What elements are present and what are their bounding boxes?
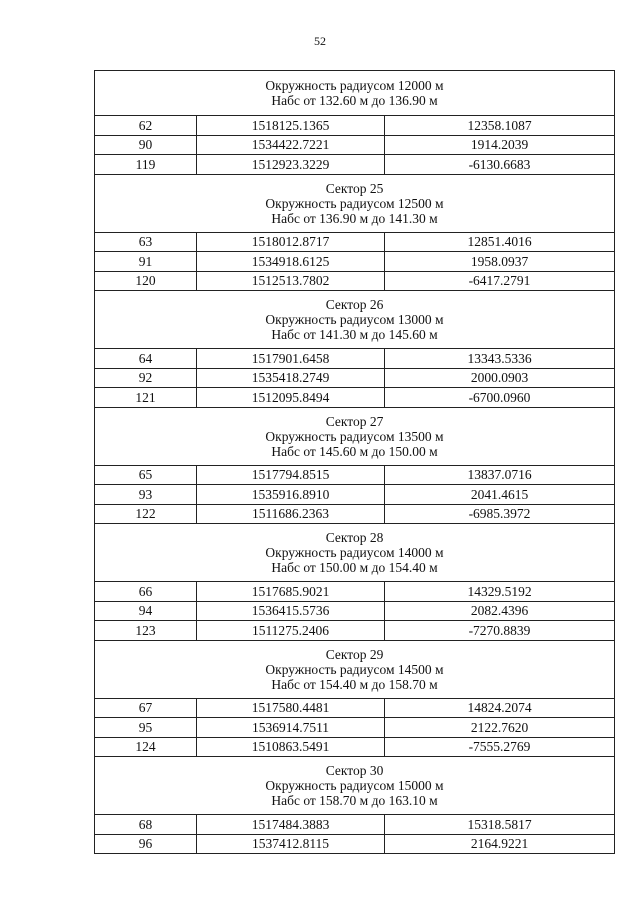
y-coordinate-cell: 1958.0937: [385, 252, 615, 272]
x-coordinate-cell: 1536415.5736: [197, 601, 385, 621]
table-row: [95, 815, 615, 835]
x-coordinate-cell: 1511275.2406: [197, 621, 385, 641]
point-number-cell: 93: [95, 485, 197, 505]
circle-radius-text: Окружность радиусом 14500 м: [265, 661, 444, 677]
page-number: 52: [314, 34, 326, 48]
table-row: [95, 349, 615, 369]
y-coordinate-cell: 14824.2074: [385, 698, 615, 718]
sector-header-row: [95, 640, 615, 698]
point-number-cell: 121: [95, 388, 197, 408]
height-range-text: Набс от 132.60 м до 136.90 м: [271, 93, 438, 108]
point-number-cell: 62: [95, 116, 197, 136]
table-row: [95, 135, 615, 155]
point-number-cell: 124: [95, 737, 197, 757]
x-coordinate-cell: 1517484.3883: [197, 815, 385, 835]
coordinates-table-body: [95, 71, 615, 854]
y-coordinate-cell: 12358.1087: [385, 116, 615, 136]
x-coordinate-cell: 1518125.1365: [197, 116, 385, 136]
point-number-cell: 119: [95, 155, 197, 175]
y-coordinate-cell: 14329.5192: [385, 582, 615, 602]
sector-header-row: [95, 524, 615, 582]
sector-header-cell: [95, 757, 615, 815]
y-coordinate-cell: 2082.4396: [385, 601, 615, 621]
sector-title: Сектор 28: [325, 530, 384, 545]
x-coordinate-cell: 1510863.5491: [197, 737, 385, 757]
y-coordinate-cell: 2164.9221: [385, 834, 615, 854]
x-coordinate-cell: 1535916.8910: [197, 485, 385, 505]
circle-radius-text: Окружность радиусом 12500 м: [265, 195, 444, 211]
table-row: [95, 252, 615, 272]
height-range-text: Набс от 154.40 м до 158.70 м: [271, 676, 438, 692]
y-coordinate-cell: 2000.0903: [385, 368, 615, 388]
height-range-text: Набс от 158.70 м до 163.10 м: [271, 793, 438, 808]
table-row: [95, 465, 615, 485]
sector-title: Сектор 30: [325, 763, 384, 778]
sector-header-cell: [95, 174, 615, 232]
point-number-cell: 66: [95, 582, 197, 602]
point-number-cell: 94: [95, 601, 197, 621]
y-coordinate-cell: 2041.4615: [385, 485, 615, 505]
sector-title: Сектор 29: [325, 646, 384, 662]
table-row: [95, 621, 615, 641]
coordinates-table: [94, 70, 615, 854]
table-row: [95, 834, 615, 854]
sector-title: Сектор 25: [325, 180, 384, 196]
sector-title: Сектор 27: [325, 413, 384, 429]
circle-radius-text: Окружность радиусом 12000 м: [265, 78, 444, 93]
point-number-cell: 90: [95, 135, 197, 155]
table-row: [95, 582, 615, 602]
x-coordinate-cell: 1511686.2363: [197, 504, 385, 524]
table-row: [95, 485, 615, 505]
x-coordinate-cell: 1512923.3229: [197, 155, 385, 175]
y-coordinate-cell: 1914.2039: [385, 135, 615, 155]
y-coordinate-cell: -6700.0960: [385, 388, 615, 408]
height-range-text: Набс от 136.90 м до 141.30 м: [271, 210, 438, 226]
y-coordinate-cell: -6985.3972: [385, 504, 615, 524]
table-row: [95, 504, 615, 524]
point-number-cell: 123: [95, 621, 197, 641]
x-coordinate-cell: 1534918.6125: [197, 252, 385, 272]
x-coordinate-cell: 1517580.4481: [197, 698, 385, 718]
circle-radius-text: Окружность радиусом 13000 м: [265, 312, 444, 327]
y-coordinate-cell: -7270.8839: [385, 621, 615, 641]
x-coordinate-cell: 1535418.2749: [197, 368, 385, 388]
sector-header-row: [95, 407, 615, 465]
table-row: [95, 388, 615, 408]
point-number-cell: 120: [95, 271, 197, 291]
y-coordinate-cell: 13343.5336: [385, 349, 615, 369]
table-row: [95, 601, 615, 621]
y-coordinate-cell: 13837.0716: [385, 465, 615, 485]
height-range-text: Набс от 145.60 м до 150.00 м: [271, 443, 438, 459]
x-coordinate-cell: 1517794.8515: [197, 465, 385, 485]
height-range-text: Набс от 150.00 м до 154.40 м: [271, 560, 438, 575]
sector-title: Сектор 26: [325, 297, 384, 312]
point-number-cell: 68: [95, 815, 197, 835]
x-coordinate-cell: 1518012.8717: [197, 232, 385, 252]
point-number-cell: 65: [95, 465, 197, 485]
sector-header-cell: [95, 71, 615, 116]
sector-header-cell: [95, 524, 615, 582]
point-number-cell: 95: [95, 718, 197, 738]
sector-header-row: [95, 71, 615, 116]
y-coordinate-cell: -7555.2769: [385, 737, 615, 757]
x-coordinate-cell: 1517685.9021: [197, 582, 385, 602]
sector-header-cell: [95, 407, 615, 465]
sector-header-cell: [95, 640, 615, 698]
table-row: [95, 116, 615, 136]
point-number-cell: 63: [95, 232, 197, 252]
y-coordinate-cell: 12851.4016: [385, 232, 615, 252]
y-coordinate-cell: 15318.5817: [385, 815, 615, 835]
circle-radius-text: Окружность радиусом 15000 м: [265, 778, 444, 793]
circle-radius-text: Окружность радиусом 13500 м: [265, 428, 444, 444]
x-coordinate-cell: 1537412.8115: [197, 834, 385, 854]
table-row: [95, 368, 615, 388]
table-row: [95, 718, 615, 738]
table-row: [95, 698, 615, 718]
sector-header-cell: [95, 291, 615, 349]
x-coordinate-cell: 1512513.7802: [197, 271, 385, 291]
point-number-cell: 92: [95, 368, 197, 388]
table-row: [95, 155, 615, 175]
table-row: [95, 271, 615, 291]
point-number-cell: 96: [95, 834, 197, 854]
height-range-text: Набс от 141.30 м до 145.60 м: [271, 327, 438, 342]
y-coordinate-cell: -6130.6683: [385, 155, 615, 175]
point-number-cell: 91: [95, 252, 197, 272]
sector-header-row: [95, 757, 615, 815]
table-row: [95, 737, 615, 757]
x-coordinate-cell: 1536914.7511: [197, 718, 385, 738]
y-coordinate-cell: -6417.2791: [385, 271, 615, 291]
table-row: [95, 232, 615, 252]
sector-header-row: [95, 291, 615, 349]
x-coordinate-cell: 1534422.7221: [197, 135, 385, 155]
circle-radius-text: Окружность радиусом 14000 м: [265, 545, 444, 560]
sector-header-row: [95, 174, 615, 232]
x-coordinate-cell: 1517901.6458: [197, 349, 385, 369]
x-coordinate-cell: 1512095.8494: [197, 388, 385, 408]
y-coordinate-cell: 2122.7620: [385, 718, 615, 738]
point-number-cell: 67: [95, 698, 197, 718]
point-number-cell: 64: [95, 349, 197, 369]
point-number-cell: 122: [95, 504, 197, 524]
